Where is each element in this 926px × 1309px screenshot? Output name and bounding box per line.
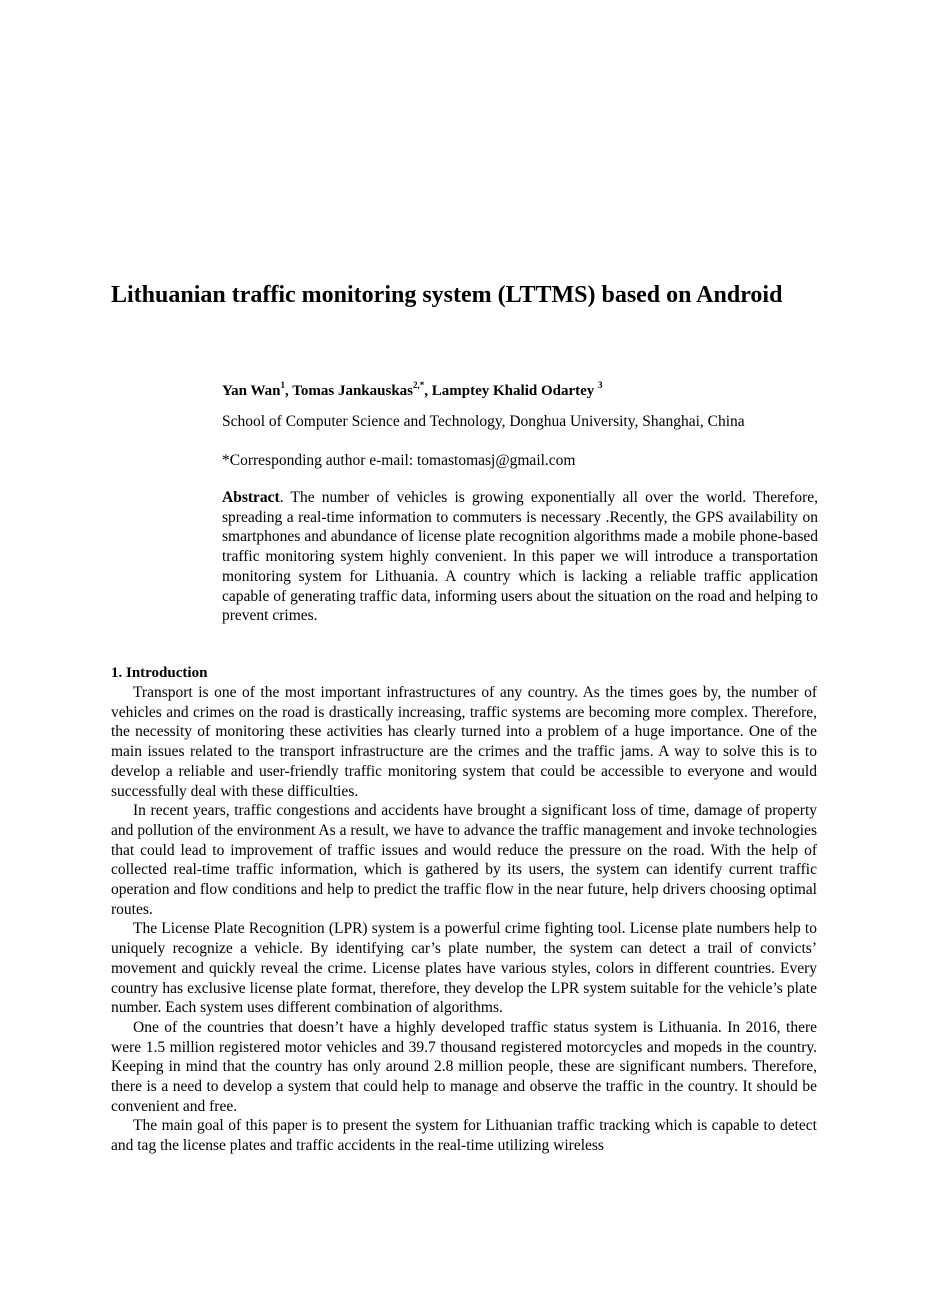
- author-affiliation-mark: 1: [280, 380, 286, 390]
- introduction-section: [111, 663, 817, 1156]
- author-affiliation-mark: 3: [598, 380, 603, 390]
- author-name: Lamptey Khalid Odartey: [431, 383, 599, 399]
- abstract-text: . The number of vehicles is growing exponentially all over the world. Therefore, spreading a real-time information to commuters is necessary .Recently, the GPS availability on smartphones and abundance of license plate recognition algorithms made a mobile phone-based traffic monitoring system highly convenient. In this paper we will introduce a transportation monitoring system for Lithuania. A country which is lacking a reliable traffic application capable of generating traffic data, informing users about the situation on the road and helping to prevent crimes.: [222, 489, 818, 625]
- author-name: Yan Wan: [222, 383, 281, 399]
- abstract: [222, 488, 818, 626]
- author-separator: ,: [285, 383, 293, 399]
- body-paragraph: Transport is one of the most important infrastructures of any country. As the times goes by, the number of vehicles and crimes on the road is drastically increasing, traffic systems are becoming more complex. Therefore, the necessity of monitoring these activities has clearly turned into a problem of a huge importance. One of the main issues related to the transport infrastructure are the crimes and the traffic jams. A way to solve this is to develop a reliable and user-friendly traffic monitoring system that could be accessible to everyone and would successfully deal with these difficulties.: [111, 684, 817, 800]
- paper-title: Lithuanian traffic monitoring system (LTTMS) based on Android: [111, 282, 783, 308]
- author-name: Tomas Jankauskas: [292, 383, 414, 399]
- abstract-label: Abstract: [222, 489, 280, 506]
- author-separator: ,: [424, 383, 432, 399]
- author-affiliation-mark: 2,*: [413, 380, 425, 390]
- body-paragraph: One of the countries that doesn’t have a highly developed traffic status system is Lithuania. In 2016, there were 1.5 million registered motor vehicles and 39.7 thousand registered motorcycles and mopeds in the country. Keeping in mind that the country has only around 2.8 million people, these are significant numbers. Therefore, there is a need to develop a system that could help to manage and observe the traffic in the country. It should be convenient and free.: [111, 1018, 817, 1115]
- body-paragraph: The License Plate Recognition (LPR) system is a powerful crime fighting tool. License plate numbers help to uniquely recognize a vehicle. By identifying car’s plate number, the system can detect a trail of convicts’ movement and quickly reveal the crime. License plates have various styles, colors in different countries. Every country has exclusive license plate format, therefore, they develop the LPR system suitable for the vehicle’s plate number. Each system uses different combination of algorithms.: [111, 920, 817, 1017]
- body-paragraph: In recent years, traffic congestions and accidents have brought a significant loss of time, damage of property and pollution of the environment As a result, we have to advance the traffic management and invoke technologies that could lead to improvement of traffic issues and would reduce the pressure on the road. With the help of collected real-time traffic information, which is gathered by its users, the system can identify current traffic operation and flow conditions and help to predict the traffic flow in the near future, help drivers choosing optimal routes.: [111, 802, 817, 918]
- body-paragraph: The main goal of this paper is to present the system for Lithuanian traffic tracking which is capable to detect and tag the license plates and traffic accidents in the real-time utilizing wireless: [111, 1117, 817, 1155]
- corresponding-author: *Corresponding author e-mail: tomastomasj@gmail.com: [222, 452, 576, 469]
- affiliation: School of Computer Science and Technology, Donghua University, Shanghai, China: [222, 413, 745, 430]
- author-list: [222, 381, 818, 401]
- section-heading: 1. Introduction: [111, 665, 208, 681]
